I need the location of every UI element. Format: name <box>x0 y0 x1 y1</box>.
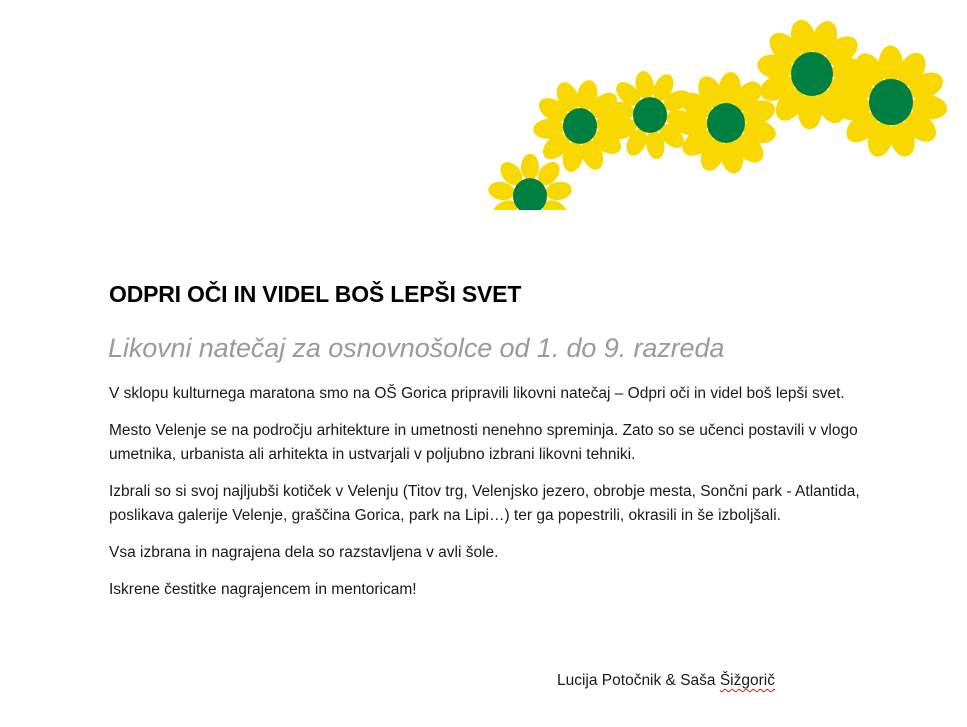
sunflower-center <box>707 103 745 143</box>
signature-surname: Šižgorič <box>719 672 775 689</box>
paragraph: Iskrene čestitke nagrajencem in mentoricam! <box>109 581 417 598</box>
page-subtitle: Likovni natečaj za osnovnošolce od 1. do 9. razreda <box>108 333 725 363</box>
sunflower-center <box>563 108 597 144</box>
paragraph: Mesto Velenje se na področju arhitekture in umetnosti nenehno spreminja. Zato so se učenci postavili v vlogo umetnika, urbanista ali arhitekta in ustvarjali v poljubno izbrani likovni tehniki. <box>109 422 858 463</box>
sunflowers-icon <box>470 0 967 210</box>
sunflower-center <box>633 97 667 133</box>
sunflower <box>487 154 573 210</box>
signature-names: Lucija Potočnik & Saša <box>557 672 720 689</box>
paragraph: Vsa izbrana in nagrajena dela so razstavljena v avli šole. <box>109 544 499 561</box>
sunflower-center <box>869 79 913 125</box>
sunflower-center <box>791 52 833 96</box>
paragraph: Izbrali so si svoj najljubši kotiček v Velenju (Titov trg, Velenjsko jezero, obrobje mesta, Sončni park - Atlantida, poslikava galerije Velenje, graščina Gorica, park na Lipi…) ter ga popestrili, okrasili in še izboljšali. <box>109 483 860 524</box>
paragraph: V sklopu kulturnega maratona smo na OŠ Gorica pripravili likovni natečaj – Odpri oči in videl boš lepši svet. <box>109 385 845 402</box>
article-body <box>109 382 869 615</box>
signature <box>557 669 775 693</box>
page-title: ODPRI OČI IN VIDEL BOŠ LEPŠI SVET <box>109 281 522 307</box>
sunflower-petal <box>521 154 539 180</box>
